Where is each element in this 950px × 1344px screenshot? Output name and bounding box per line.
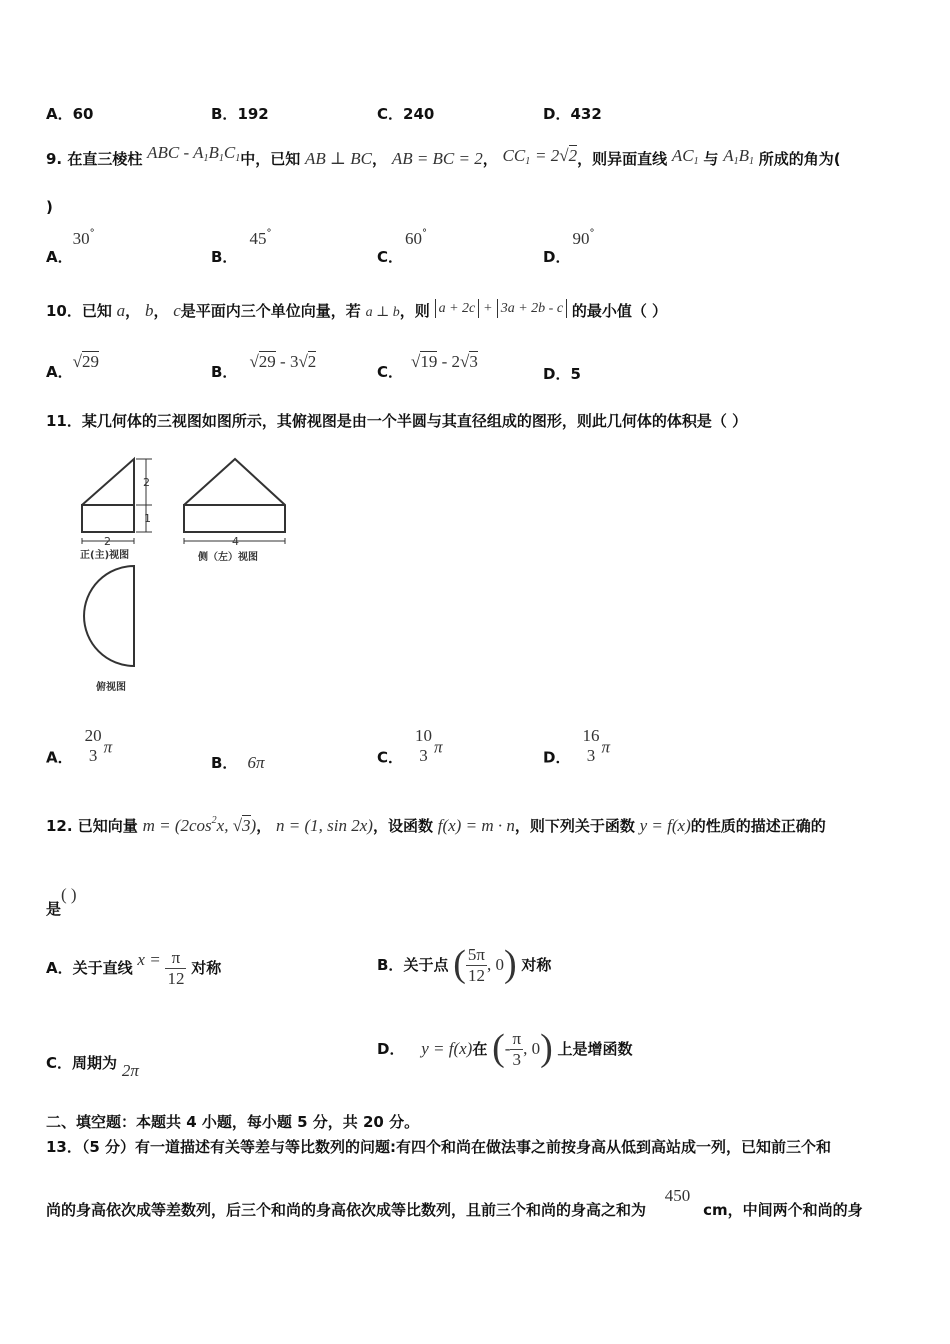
q12-stem: 12. 已知向量 $m = (2\cos^2x$, √3)， n = (1, sin 2x)，设函数 f(x) = m · n，则下列关于函数 y = f(x)的性质的描述正确的 <box>46 815 826 835</box>
side-view-caption: 侧（左）视图 <box>198 552 258 563</box>
dim-height-1: 1 <box>144 512 151 525</box>
q8-option-b: B．192 <box>211 105 269 123</box>
q9-stem: 9. 在直三棱柱 ABC - $A_1B_1C_1$中，已知 AB ⊥ BC， AB = BC = 2， $CC_1 = 2√2$，则异面直线 $AC_1$ 与 $A_1B_1$ 所成的角为( <box>46 143 841 168</box>
q10-option-a: A．√29 <box>46 352 99 381</box>
q12-stem-line2: 是( ) <box>46 885 77 918</box>
q11-option-c: C． 10 3 π <box>377 726 443 767</box>
section2-title: 二、填空题：本题共 4 小题，每小题 5 分，共 20 分。 <box>46 1113 420 1131</box>
q10-option-b: B．√29 - 3√2 <box>211 352 317 381</box>
q12-option-d: D． y = f(x)在 (- $\frac{\pi}{3}$ , 0) 上是增函数 <box>377 1027 633 1069</box>
q11-option-a: A． 20 3 π <box>46 726 113 767</box>
q9-close-paren: ) <box>46 198 53 216</box>
q8-option-c: C．240 <box>377 105 435 123</box>
q11-stem: 11．某几何体的三视图如图所示，其俯视图是由一个半圆与其直径组成的图形，则此几何体的体积是（ ） <box>46 412 748 430</box>
q9-option-b: B．45° <box>211 228 272 266</box>
q9-option-d: D．90° <box>543 228 595 266</box>
q8-option-a: A．60 <box>46 105 94 123</box>
q12-option-c: C．周期为 2π <box>46 1054 139 1080</box>
q11-option-d: D． 16 3 π <box>543 726 610 767</box>
q10-stem: 10．已知 a， b， c是平面内三个单位向量，若 a ⊥ b，则 a + 2c + 3a + 2b - c 的最小值（ ） <box>46 301 668 320</box>
side-view <box>184 459 285 532</box>
dim-width-4: 4 <box>232 535 239 548</box>
q13-line2: 尚的身高依次成等差数列，后三个和尚的身高依次成等比数列，且前三个和尚的身高之和为 450 cm，中间两个和尚的身 <box>46 1186 863 1219</box>
front-view <box>82 459 134 532</box>
q13-line1: 13．（5 分）有一道描述有关等差与等比数列的问题:有四个和尚在做法事之前按身高从低到高站成一列，已知前三个和 <box>46 1138 832 1156</box>
q11-three-views-figure <box>70 450 310 700</box>
top-view <box>84 566 134 666</box>
front-view-caption: 正(主)视图 <box>80 550 130 561</box>
q10-option-c: C．√19 - 2√3 <box>377 352 478 381</box>
q8-option-d: D．432 <box>543 105 602 123</box>
q12-option-b: B．关于点 ( $\frac{5\pi}{12}$ , 0) 对称 <box>377 943 552 985</box>
q10-option-d: D．5 <box>543 365 581 383</box>
q9-option-c: C．60° <box>377 228 428 266</box>
top-view-caption: 俯视图 <box>96 682 126 693</box>
dim-height-2: 2 <box>143 476 150 489</box>
q11-option-b: B． 6π <box>211 753 265 772</box>
dim-width-2: 2 <box>104 535 111 548</box>
q9-option-a: A．30° <box>46 228 95 266</box>
q12-option-a: A．关于直线 x = $\frac{\pi}{12}$ 对称 <box>46 948 222 988</box>
